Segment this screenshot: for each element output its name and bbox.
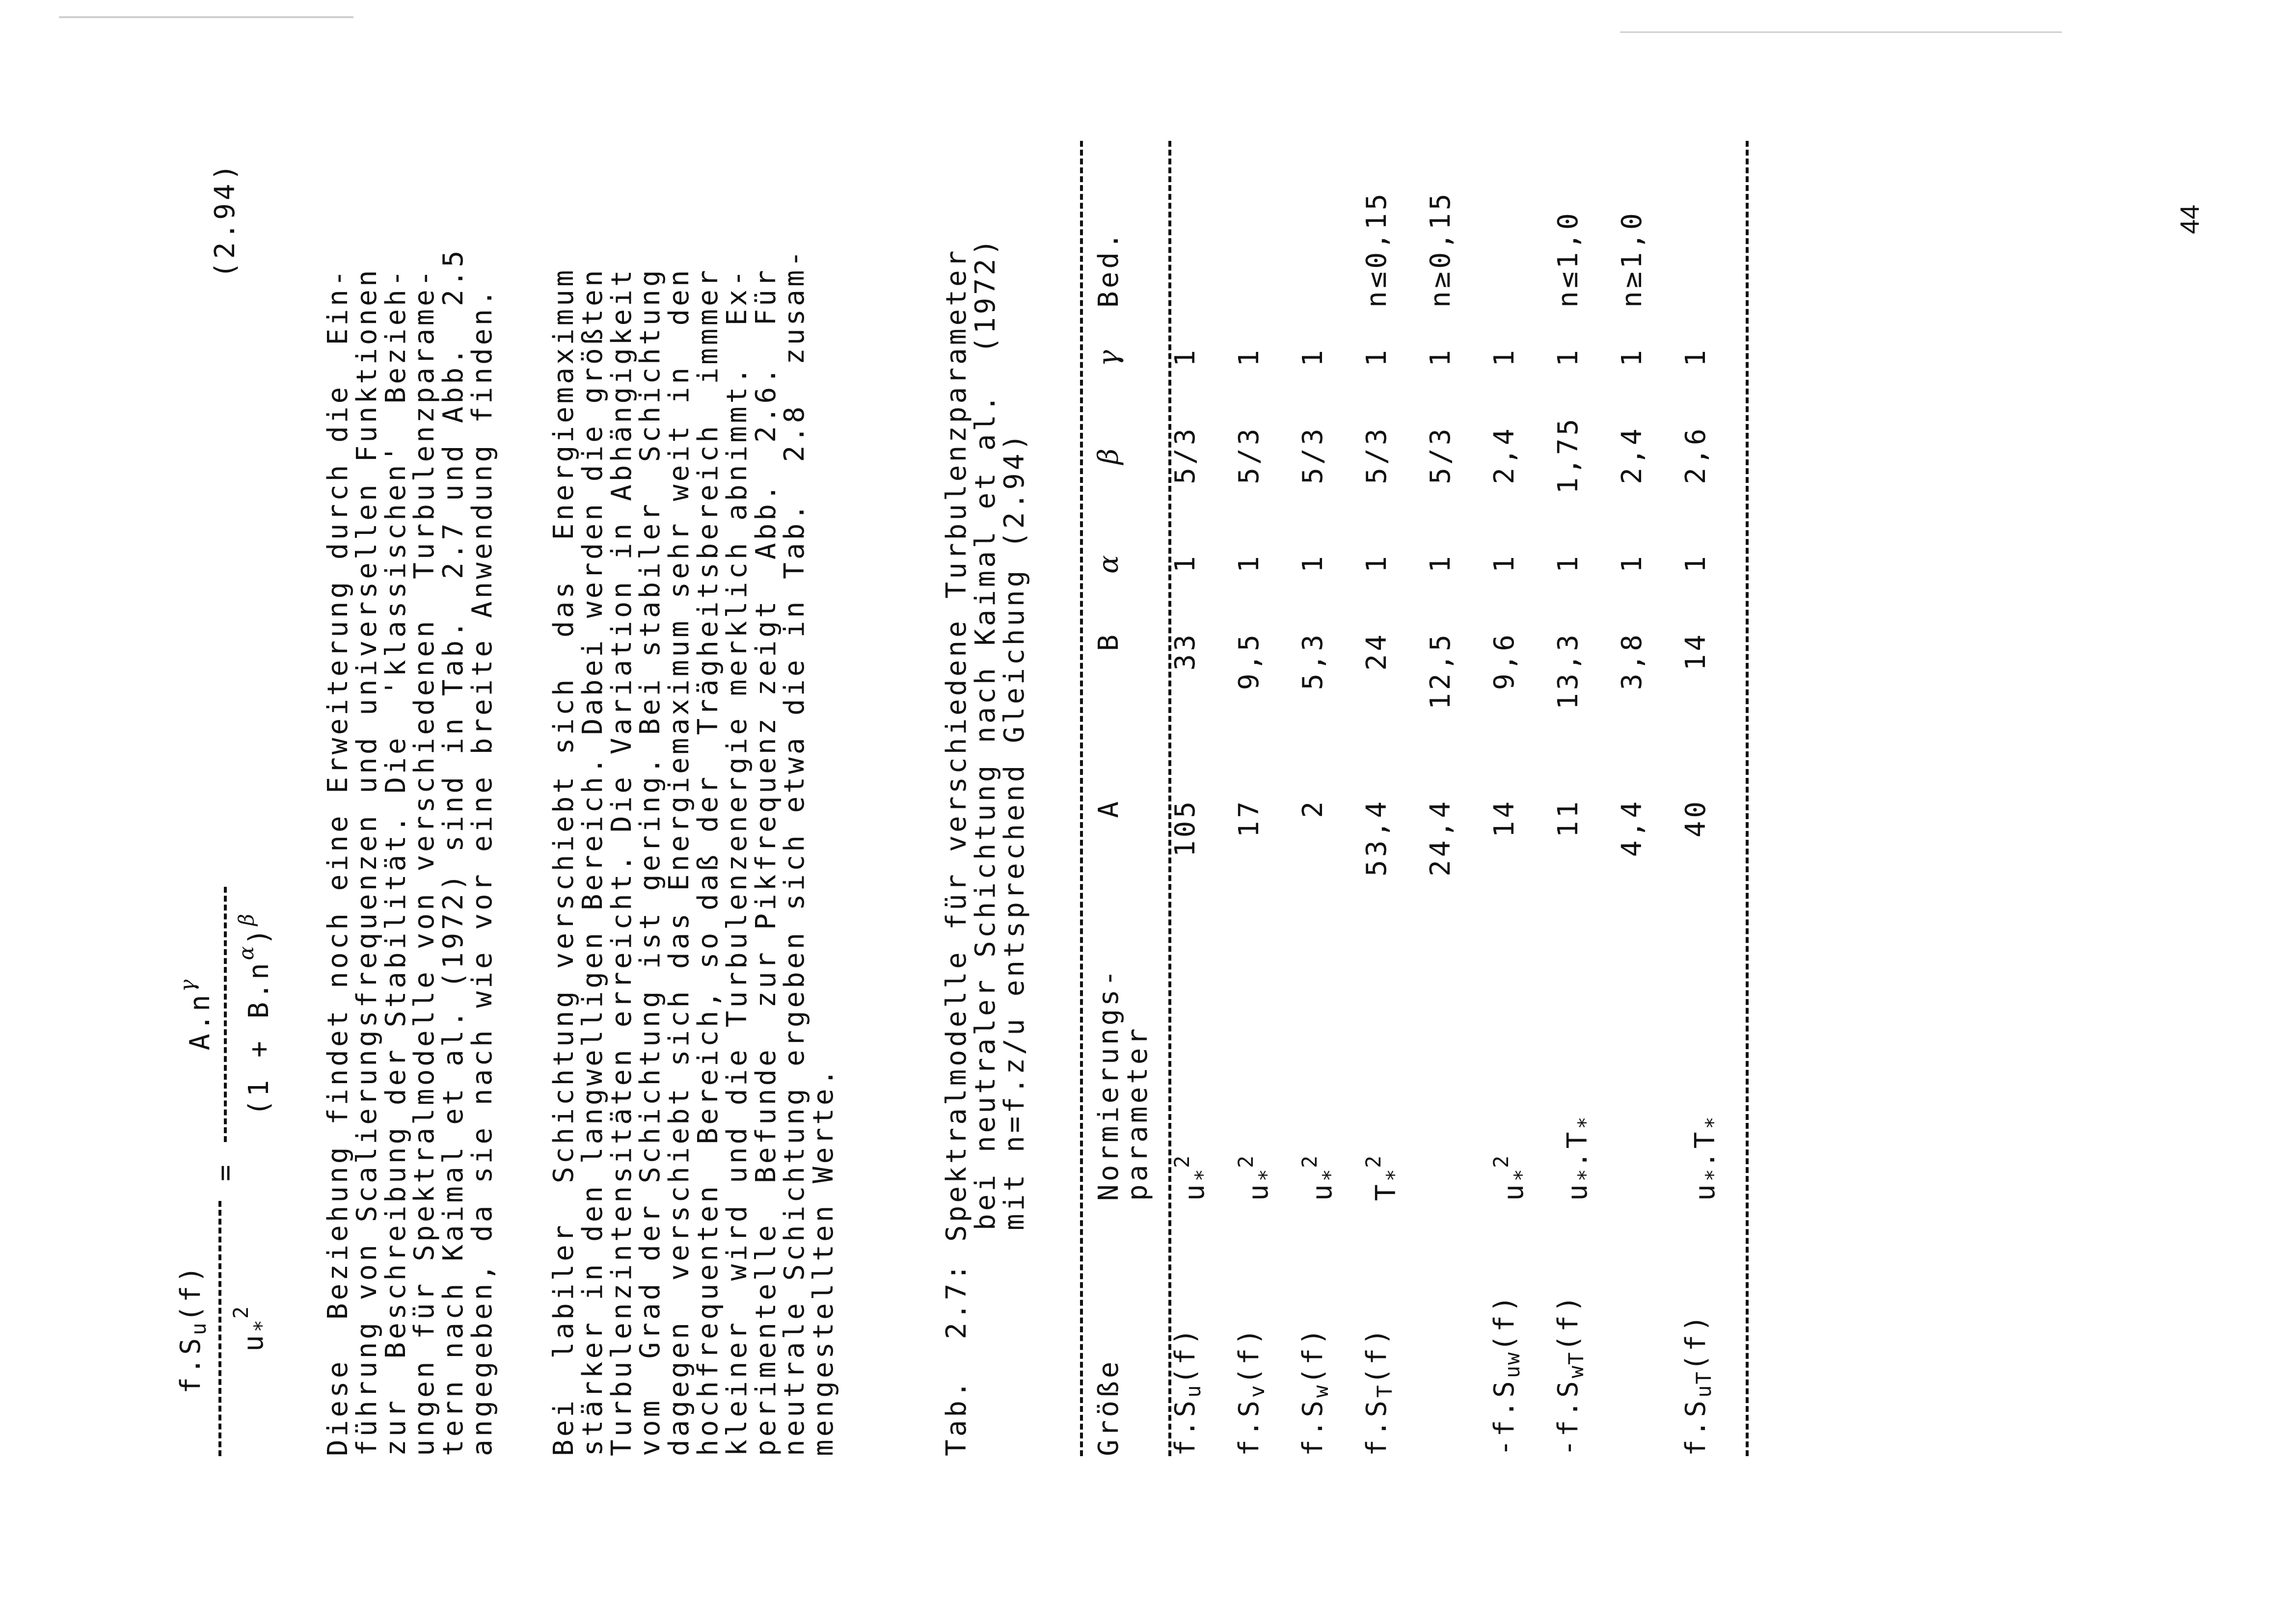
equals-sign: =	[209, 1162, 241, 1181]
cell-a: 53,4	[1361, 798, 1393, 877]
cell-gamma: 1	[1616, 347, 1648, 367]
cell-a: 2	[1297, 798, 1329, 818]
table-row	[1554, 141, 1618, 1456]
equation-number: (2.94)	[209, 161, 241, 278]
formula-lhs-numerator: $f.S_u(f)$	[175, 1263, 211, 1394]
table-row	[1618, 141, 1682, 1456]
text-line: perimentelle Befunde zur Pikfrequenz zeigt Abb. 2.6. Für	[750, 267, 782, 1456]
header-groesse: Größe	[1093, 1358, 1125, 1456]
cell-b: 9,5	[1233, 632, 1265, 691]
header-bed: Bed.	[1093, 230, 1125, 308]
cell-normierung: $T_*^2$	[1361, 1154, 1406, 1201]
fraction-bar	[224, 887, 227, 1142]
header-a: A	[1093, 798, 1125, 818]
cell-beta: 2,4	[1488, 426, 1520, 484]
cell-normierung: $u_*.T_*$	[1689, 1116, 1725, 1201]
cell-normierung: $u_*.T_*$	[1562, 1116, 1597, 1201]
cell-groesse: $f.S_{uT}(f)$	[1680, 1312, 1716, 1456]
text-line: vom Grad der Schichtung ist gering. Bei stabiler Schichtung	[634, 267, 667, 1456]
header-gamma: γ	[1093, 347, 1125, 367]
text-line: neutrale Schichtung ergeben sich etwa die in Tab. 2.8 zusam-	[779, 247, 811, 1456]
table-row	[1171, 141, 1235, 1456]
cell-b: 9,6	[1488, 632, 1520, 691]
formula-lhs	[177, 1201, 272, 1456]
cell-alpha: 1	[1233, 553, 1265, 573]
cell-groesse: $-f.S_{uw}(f)$	[1488, 1293, 1524, 1456]
table-row	[1235, 141, 1299, 1456]
cell-bed: n≥1,0	[1616, 210, 1648, 308]
page-number: 44	[2175, 204, 2205, 234]
text-line: ungen für Spektralmodelle von verschiedenen Turbulenzparame-	[408, 267, 441, 1456]
table-row	[1299, 141, 1363, 1456]
cell-b: 13,3	[1552, 632, 1584, 710]
cell-normierung: $u_*^2$	[1234, 1154, 1278, 1201]
text-line: angegeben, da sie nach wie vor eine breite Anwendung finden.	[466, 287, 498, 1456]
cell-normierung: $u_*^2$	[1489, 1154, 1534, 1201]
cell-a: 11	[1552, 798, 1584, 838]
text-line: dagegen verschiebt sich das Energiemaximum sehr weit in den	[663, 267, 696, 1456]
text-line: Diese Beziehung findet noch eine Erweiterung durch die Ein-	[322, 267, 354, 1456]
cell-a: 105	[1169, 798, 1201, 857]
scan-artifact	[1620, 31, 2062, 33]
cell-beta: 5/3	[1297, 426, 1329, 484]
text-line: führung von Scalierungsfrequenzen und universellen Funktionen	[351, 267, 383, 1456]
cell-a: 40	[1680, 798, 1712, 838]
cell-alpha: 1	[1169, 553, 1201, 573]
cell-b: 12,5	[1425, 632, 1457, 710]
cell-normierung: $u_*^2$	[1170, 1154, 1215, 1201]
table-row	[1363, 141, 1427, 1456]
cell-a: 17	[1233, 798, 1265, 838]
fraction-bar	[218, 1201, 221, 1456]
formula-rhs-numerator: $A.n^\gamma$	[175, 978, 216, 1051]
table-row	[1427, 141, 1490, 1456]
paragraph-2	[550, 160, 838, 1456]
cell-gamma: 1	[1233, 347, 1265, 367]
header-normierung	[1095, 926, 1153, 1201]
table-header-row	[1083, 141, 1168, 1456]
table-caption	[943, 160, 1029, 1456]
cell-alpha: 1	[1297, 553, 1329, 573]
cell-bed: n≤0,15	[1361, 190, 1393, 308]
cell-gamma: 1	[1169, 347, 1201, 367]
cell-gamma: 1	[1488, 347, 1520, 367]
cell-bed: n≤1,0	[1552, 210, 1584, 308]
cell-alpha: 1	[1425, 553, 1457, 573]
formula-lhs-denominator: $u_*^2$	[229, 1305, 274, 1352]
cell-alpha: 1	[1361, 553, 1393, 573]
text-line: Turbulenzintensitäten erreicht. Die Variation in Abhängigkeit	[605, 267, 638, 1456]
text-line: tern nach Kaimal et al. (1972) sind in Tab. 2.7 und Abb. 2.5	[437, 247, 470, 1456]
cell-a: 4,4	[1616, 798, 1648, 857]
header-normierung-line2: parameter	[1121, 1025, 1154, 1201]
cell-alpha: 1	[1552, 553, 1584, 573]
cell-beta: 1,75	[1552, 416, 1584, 494]
cell-beta: 5/3	[1233, 426, 1265, 484]
cell-groesse: $f.S_u(f)$	[1169, 1326, 1205, 1456]
header-b: B	[1093, 632, 1125, 651]
table-body	[1171, 141, 1746, 1456]
cell-bed: n≥0,15	[1425, 190, 1457, 308]
cell-alpha: 1	[1616, 553, 1648, 573]
cell-gamma: 1	[1552, 347, 1584, 367]
cell-b: 3,8	[1616, 632, 1648, 691]
table-rule	[1746, 141, 1749, 1456]
scan-artifact	[59, 16, 353, 18]
cell-beta: 5/3	[1361, 426, 1393, 484]
cell-a: 24,4	[1425, 798, 1457, 877]
equation-2-94	[177, 131, 304, 1456]
cell-b: 24	[1361, 632, 1393, 671]
text-line: mengestellten Werte.	[808, 1066, 840, 1456]
caption-line: Tab. 2.7: Spektralmodelle für verschiedene Turbulenzparameter	[941, 247, 972, 1456]
cell-gamma: 1	[1680, 347, 1712, 367]
header-beta: β	[1093, 445, 1125, 465]
cell-alpha: 1	[1488, 553, 1520, 573]
cell-b: 33	[1169, 632, 1201, 671]
cell-b: 5,3	[1297, 632, 1329, 691]
cell-beta: 2,6	[1680, 426, 1712, 484]
header-alpha: α	[1093, 552, 1125, 574]
cell-gamma: 1	[1361, 347, 1393, 367]
cell-normierung: $u_*^2$	[1297, 1154, 1342, 1201]
cell-groesse: $f.S_v(f)$	[1233, 1326, 1269, 1456]
paragraph-1	[324, 160, 497, 1456]
text-line: stärker in den langwelligen Bereich. Dabei werden die größten	[576, 267, 609, 1456]
text-line: hochfrequenten Bereich, so daß der Trägheitsbereich immmer	[692, 267, 724, 1456]
cell-groesse: $f.S_T(f)$	[1361, 1326, 1397, 1456]
cell-gamma: 1	[1425, 347, 1457, 367]
header-normierung-line1: Normierungs-	[1093, 967, 1125, 1201]
table-row	[1490, 141, 1554, 1456]
formula-rhs	[177, 887, 274, 1142]
cell-groesse: $f.S_w(f)$	[1297, 1326, 1333, 1456]
cell-alpha: 1	[1680, 553, 1712, 573]
text-line: Bei labiler Schichtung verschiebt sich das Energiemaximum	[548, 267, 580, 1456]
cell-beta: 5/3	[1425, 426, 1457, 484]
caption-line: bei neutraler Schichtung nach Kaimal et al. (1972)	[969, 236, 1001, 1230]
text-line: kleiner wird und die Turbulenzenergie merklich abnimmt. Ex-	[721, 267, 753, 1456]
text-line: zur Beschreibung der Stabilität. Die 'klassischen' Bezieh-	[379, 267, 412, 1456]
cell-beta: 5/3	[1169, 426, 1201, 484]
cell-groesse: $-f.S_{wT}(f)$	[1552, 1293, 1588, 1456]
cell-b: 14	[1680, 632, 1712, 671]
table-row	[1682, 141, 1746, 1456]
spectral-model-table	[1080, 141, 1749, 1456]
cell-a: 14	[1488, 798, 1520, 838]
caption-line: mit n=f.z/u entsprechend Gleichung (2.94)	[998, 431, 1030, 1230]
cell-gamma: 1	[1297, 347, 1329, 367]
formula-rhs-denominator: $(1 + B.n^\alpha)^\beta$	[234, 912, 275, 1117]
cell-beta: 2,4	[1616, 426, 1648, 484]
